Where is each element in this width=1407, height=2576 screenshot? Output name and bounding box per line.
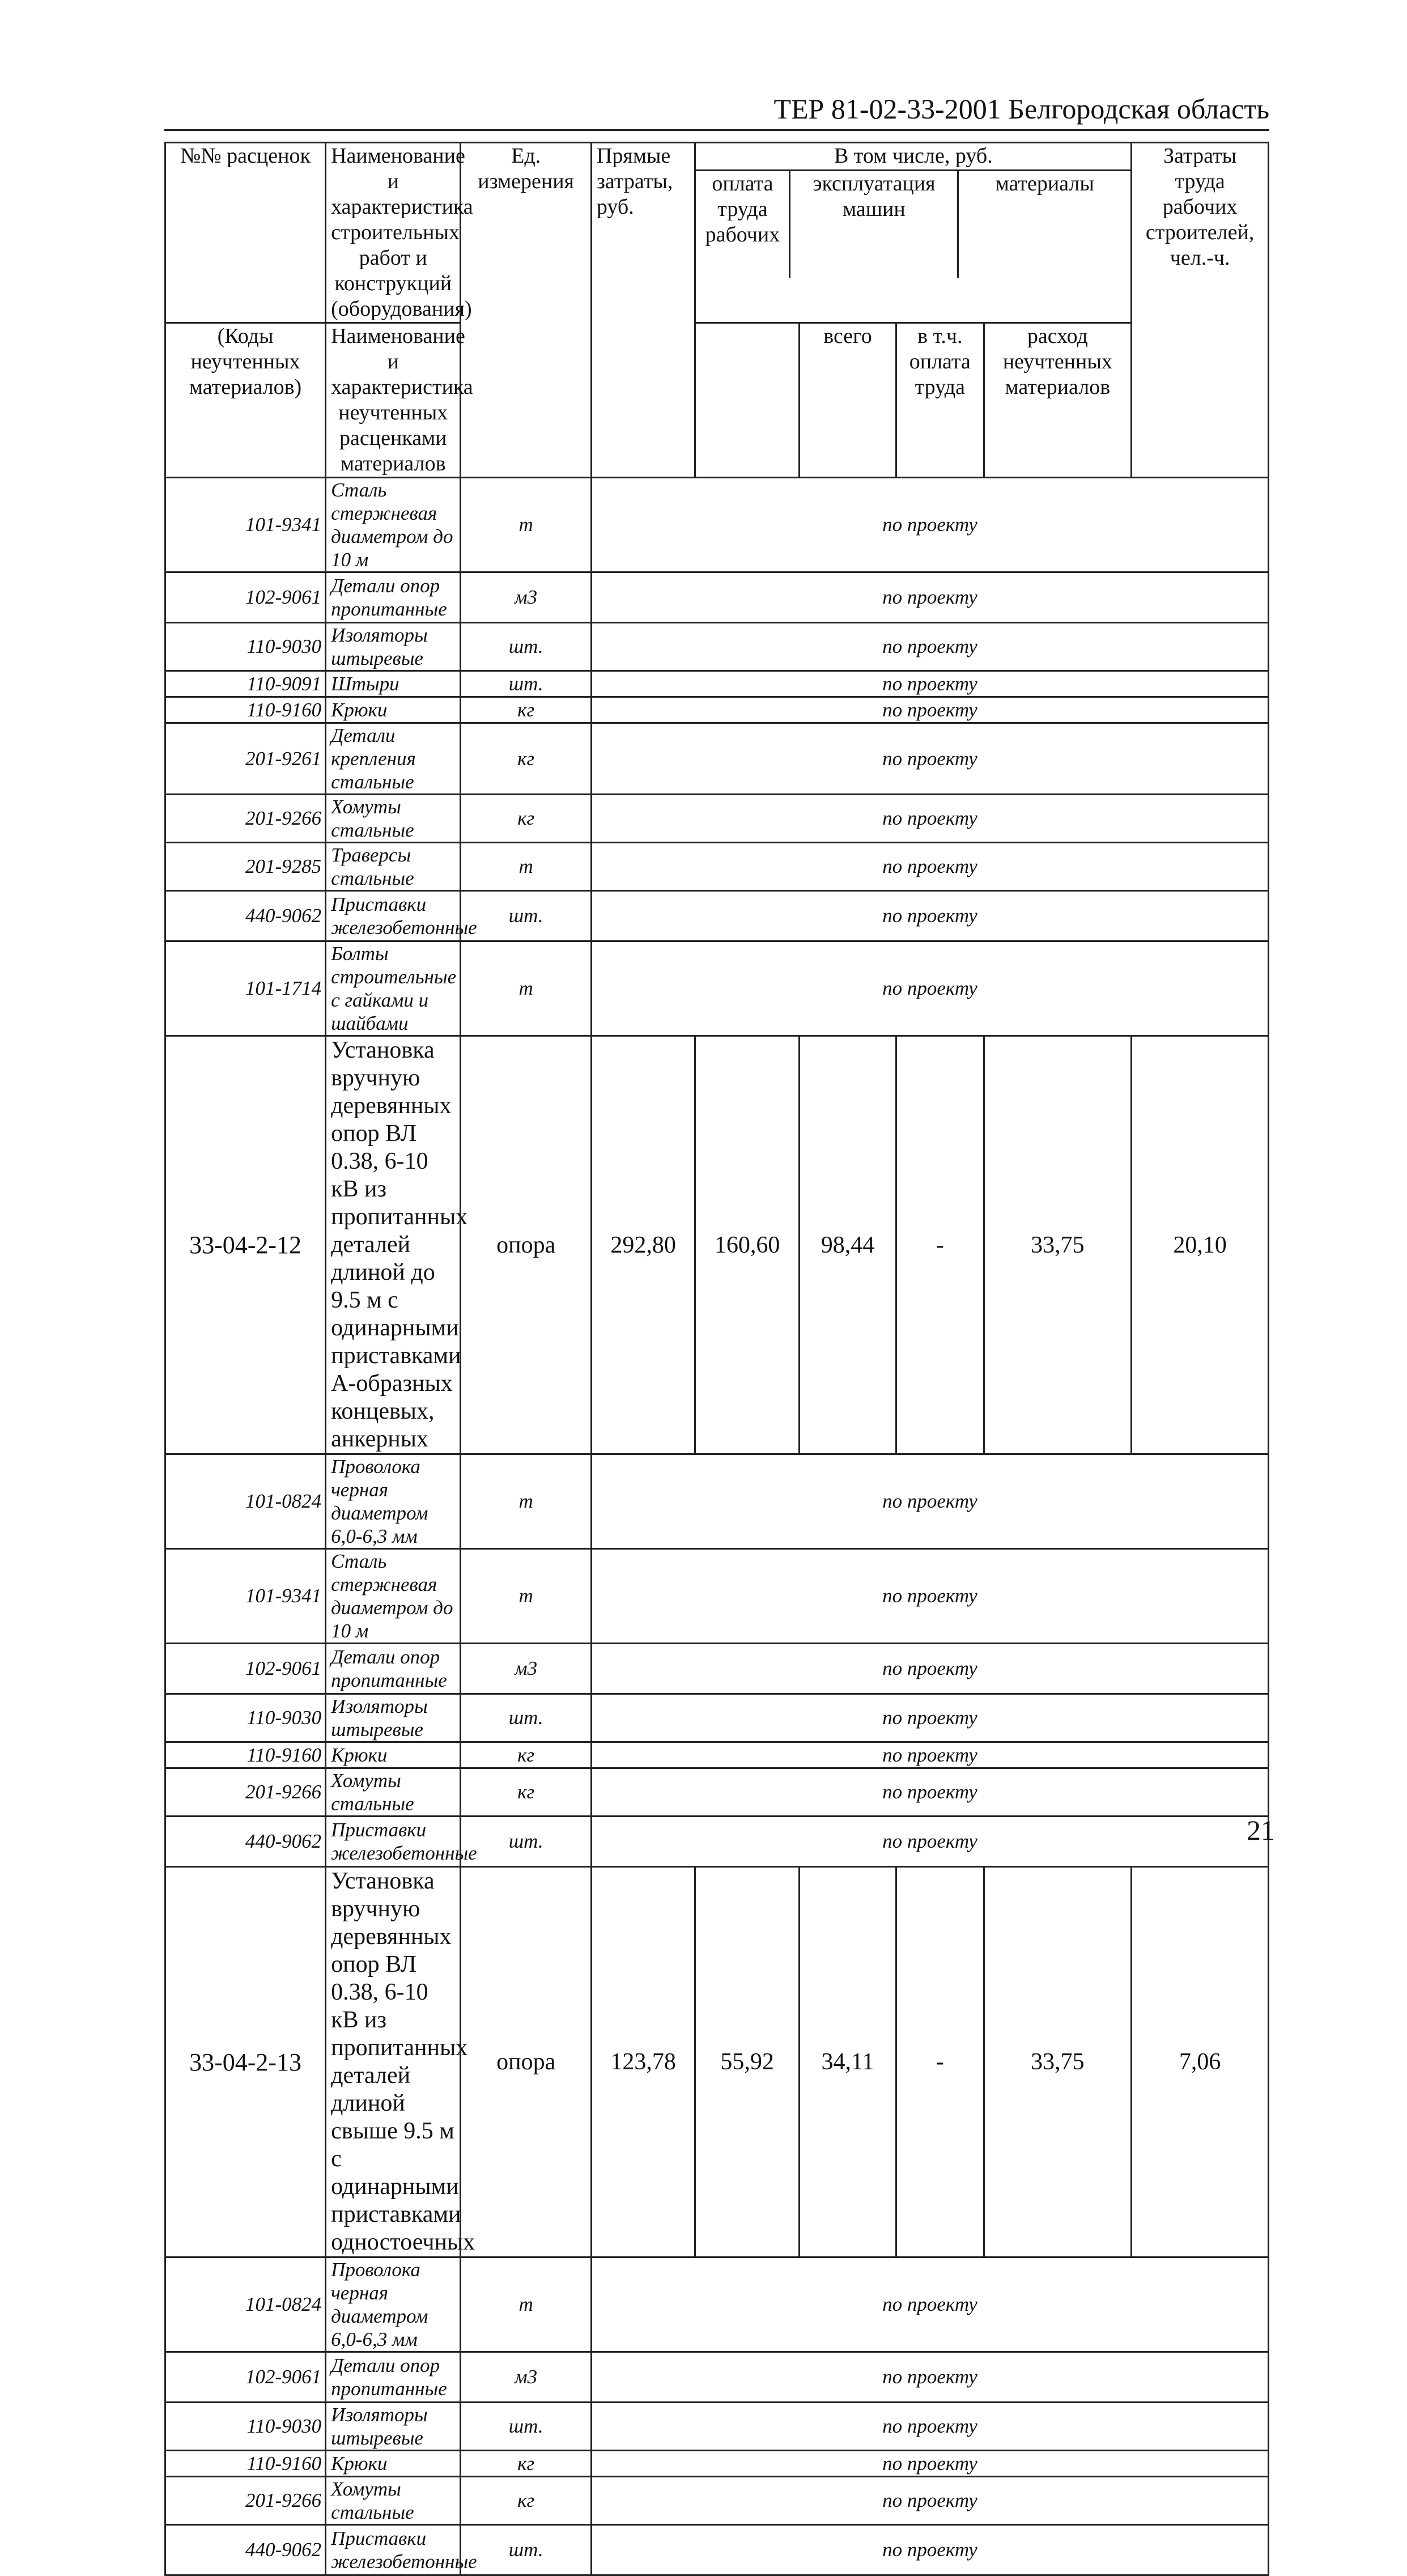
material-code: 110-9030 [165, 1694, 326, 1742]
material-unit: кг [461, 2477, 592, 2525]
material-row [165, 1817, 1269, 1867]
material-unit: т [461, 1549, 592, 1644]
material-code: 102-9061 [165, 1644, 326, 1694]
header-name: Наименование и характеристика строительных работ и конструкций (оборудования) [326, 143, 461, 323]
material-code: 101-9341 [165, 1549, 326, 1644]
material-code: 440-9062 [165, 891, 326, 941]
material-name: Изоляторы штыревые [326, 1694, 461, 1742]
material-unit: т [461, 843, 592, 891]
material-note: по проекту [591, 941, 1268, 1036]
material-unit: шт. [461, 671, 592, 697]
material-code: 110-9091 [165, 671, 326, 697]
material-row [165, 1454, 1269, 1549]
material-code: 201-9266 [165, 2477, 326, 2525]
material-note: по проекту [591, 723, 1268, 795]
material-note: по проекту [591, 2257, 1268, 2352]
header-materials-sub: расход неучтенных материалов [984, 323, 1132, 478]
material-code: 101-0824 [165, 1454, 326, 1549]
material-unit: т [461, 478, 592, 572]
header-name-sub: Наименование и характеристика неучтенных расценками материалов [326, 323, 461, 478]
material-name: Приставки железобетонные [326, 891, 461, 941]
work-row [165, 1867, 1269, 2257]
material-unit: т [461, 2257, 592, 2352]
material-code: 101-1714 [165, 941, 326, 1036]
material-unit: кг [461, 697, 592, 723]
work-name: Установка вручную деревянных опор ВЛ 0.38, 6-10 кВ из пропитанных деталей длиной до 9.5 м с одинарными приставками А-образных концевых, анкерных [326, 1036, 461, 1454]
work-labor-wage: 55,92 [695, 1867, 800, 2257]
rates-table [164, 142, 1269, 2576]
material-unit: шт. [461, 2525, 592, 2575]
material-code: 110-9160 [165, 2451, 326, 2477]
material-row [165, 891, 1269, 941]
material-name: Хомуты стальные [326, 1768, 461, 1817]
material-note: по проекту [591, 671, 1268, 697]
page-header: ТЕР 81-02-33-2001 Белгородская область [164, 91, 1269, 131]
material-name: Хомуты стальные [326, 2477, 461, 2525]
material-unit: т [461, 941, 592, 1036]
material-row [165, 2477, 1269, 2525]
work-machines-total: 98,44 [799, 1036, 896, 1454]
material-code: 201-9266 [165, 1768, 326, 1817]
material-name: Детали опор пропитанные [326, 2352, 461, 2403]
material-row [165, 2403, 1269, 2451]
material-unit: м3 [461, 2352, 592, 2403]
material-row [165, 795, 1269, 843]
work-name: Установка вручную деревянных опор ВЛ 0.38, 6-10 кВ из пропитанных деталей длиной свыше 9.5 м с одинарными приставками одностоечных [326, 1867, 461, 2257]
material-note: по проекту [591, 623, 1268, 671]
material-note: по проекту [591, 1768, 1268, 1817]
material-unit: кг [461, 2451, 592, 2477]
material-code: 440-9062 [165, 2525, 326, 2575]
material-note: по проекту [591, 1454, 1268, 1549]
page-number: 21 [1247, 1814, 1275, 1846]
work-code: 33-04-2-13 [165, 1867, 326, 2257]
header-including-group [695, 143, 1132, 323]
material-note: по проекту [591, 478, 1268, 572]
work-labor-wage: 160,60 [695, 1036, 800, 1454]
material-note: по проекту [591, 572, 1268, 623]
material-name: Изоляторы штыревые [326, 623, 461, 671]
header-direct-costs: Прямые затраты, руб. [591, 143, 695, 478]
material-code: 110-9160 [165, 697, 326, 723]
material-name: Сталь стержневая диаметром до 10 м [326, 1549, 461, 1644]
material-note: по проекту [591, 1549, 1268, 1644]
material-row [165, 2352, 1269, 2403]
material-code: 102-9061 [165, 2352, 326, 2403]
material-unit: кг [461, 1768, 592, 1817]
material-name: Траверсы стальные [326, 843, 461, 891]
header-machines: эксплуатация машин [790, 171, 959, 278]
work-row [165, 1036, 1269, 1454]
material-unit: кг [461, 723, 592, 795]
header-materials: материалы [995, 172, 1094, 196]
header-code-sub: (Коды неучтенных материалов) [165, 323, 326, 478]
material-note: по проекту [591, 795, 1268, 843]
material-row [165, 1768, 1269, 1817]
material-note: по проекту [591, 2403, 1268, 2451]
material-name: Проволока черная диаметром 6,0-6,3 мм [326, 1454, 461, 1549]
material-name: Проволока черная диаметром 6,0-6,3 мм [326, 2257, 461, 2352]
material-code: 201-9261 [165, 723, 326, 795]
material-name: Сталь стержневая диаметром до 10 м [326, 478, 461, 572]
material-row [165, 1549, 1269, 1644]
material-unit: м3 [461, 572, 592, 623]
material-name: Детали крепления стальные [326, 723, 461, 795]
material-row [165, 572, 1269, 623]
header-including: В том числе, руб. [696, 143, 1130, 171]
material-code: 101-0824 [165, 2257, 326, 2352]
material-unit: шт. [461, 2403, 592, 2451]
material-unit: шт. [461, 1694, 592, 1742]
header-blank-wage [695, 323, 800, 478]
material-note: по проекту [591, 2352, 1268, 2403]
material-unit: шт. [461, 623, 592, 671]
material-note: по проекту [591, 1742, 1268, 1768]
material-unit: кг [461, 795, 592, 843]
header-code: №№ расценок [165, 143, 326, 323]
material-row [165, 843, 1269, 891]
material-note: по проекту [591, 891, 1268, 941]
material-code: 201-9285 [165, 843, 326, 891]
material-note: по проекту [591, 843, 1268, 891]
material-name: Болты строительные с гайками и шайбами [326, 941, 461, 1036]
work-materials: 33,75 [984, 1036, 1132, 1454]
material-unit: шт. [461, 891, 592, 941]
material-code: 110-9030 [165, 2403, 326, 2451]
work-machine-wage: - [896, 1036, 984, 1454]
material-unit: м3 [461, 1644, 592, 1694]
work-code: 33-04-2-12 [165, 1036, 326, 1454]
material-row [165, 2451, 1269, 2477]
material-name: Хомуты стальные [326, 795, 461, 843]
material-name: Приставки железобетонные [326, 1817, 461, 1867]
material-name: Крюки [326, 1742, 461, 1768]
material-code: 110-9030 [165, 623, 326, 671]
material-code: 440-9062 [165, 1817, 326, 1867]
material-name: Крюки [326, 697, 461, 723]
work-unit: опора [461, 1867, 592, 2257]
work-direct-costs: 292,80 [591, 1036, 695, 1454]
material-row [165, 623, 1269, 671]
header-unit: Ед. измерения [461, 143, 592, 478]
header-machine-wage: в т.ч. оплата труда [896, 323, 984, 478]
work-unit: опора [461, 1036, 592, 1454]
material-row [165, 697, 1269, 723]
material-row [165, 1742, 1269, 1768]
material-name: Штыри [326, 671, 461, 697]
work-machine-wage: - [896, 1867, 984, 2257]
material-note: по проекту [591, 2477, 1268, 2525]
header-machine-total: всего [799, 323, 896, 478]
material-name: Детали опор пропитанные [326, 572, 461, 623]
material-row [165, 2257, 1269, 2352]
material-note: по проекту [591, 2525, 1268, 2575]
work-materials: 33,75 [984, 1867, 1132, 2257]
material-note: по проекту [591, 1694, 1268, 1742]
header-labor-wage: оплата труда рабочих [696, 171, 790, 278]
material-code: 101-9341 [165, 478, 326, 572]
material-code: 110-9160 [165, 1742, 326, 1768]
material-code: 201-9266 [165, 795, 326, 843]
material-name: Приставки железобетонные [326, 2525, 461, 2575]
material-row [165, 671, 1269, 697]
material-row [165, 2525, 1269, 2575]
material-name: Детали опор пропитанные [326, 1644, 461, 1694]
work-machines-total: 34,11 [799, 1867, 896, 2257]
work-labor-costs: 7,06 [1132, 1867, 1269, 2257]
material-row [165, 1694, 1269, 1742]
header-labor-costs: Затраты труда рабочих строителей, чел.-ч. [1132, 143, 1269, 478]
material-note: по проекту [591, 697, 1268, 723]
work-labor-costs: 20,10 [1132, 1036, 1269, 1454]
material-note: по проекту [591, 2451, 1268, 2477]
material-unit: т [461, 1454, 592, 1549]
material-row [165, 941, 1269, 1036]
material-name: Изоляторы штыревые [326, 2403, 461, 2451]
material-unit: шт. [461, 1817, 592, 1867]
material-note: по проекту [591, 1644, 1268, 1694]
material-row [165, 478, 1269, 572]
material-code: 102-9061 [165, 572, 326, 623]
material-row [165, 723, 1269, 795]
material-note: по проекту [591, 1817, 1268, 1867]
material-row [165, 1644, 1269, 1694]
material-name: Крюки [326, 2451, 461, 2477]
work-direct-costs: 123,78 [591, 1867, 695, 2257]
material-unit: кг [461, 1742, 592, 1768]
